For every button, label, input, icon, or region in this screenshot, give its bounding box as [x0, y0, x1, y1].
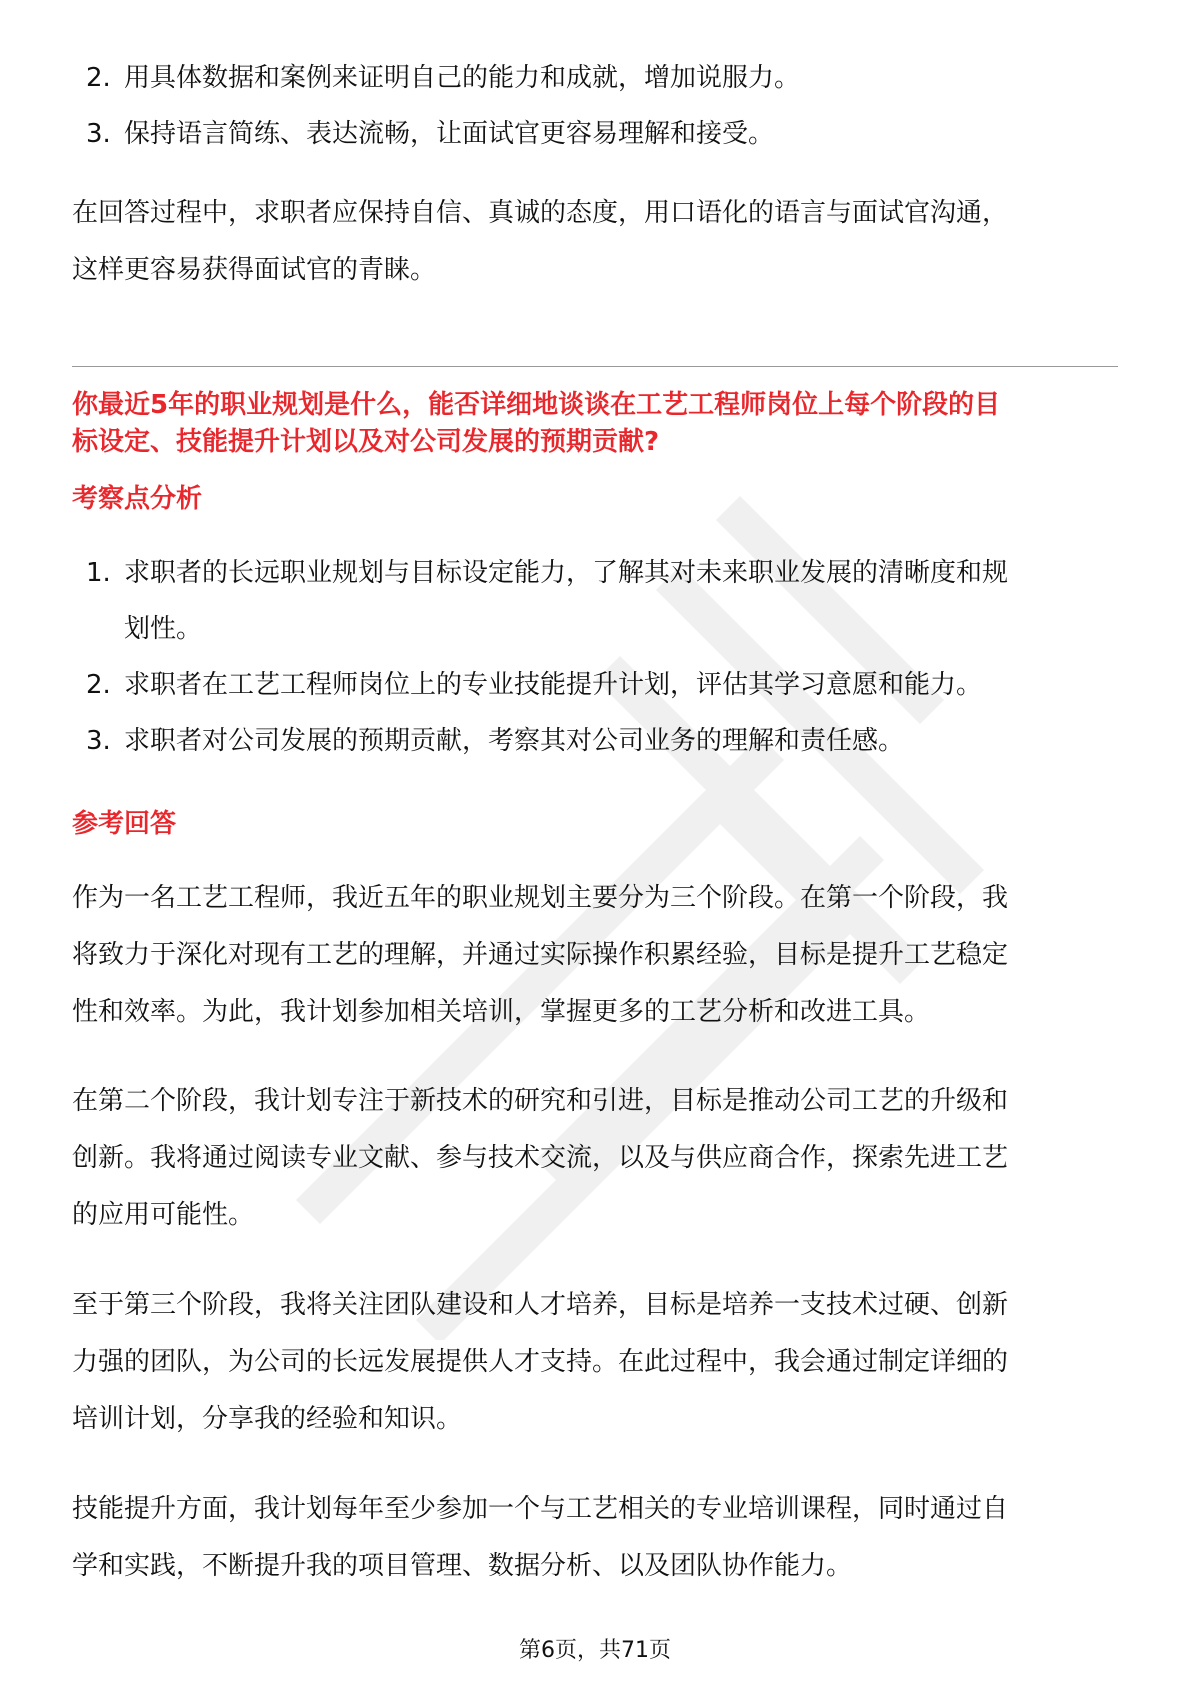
paragraph-line: 创新。我将通过阅读专业文献、参与技术交流，以及与供应商合作，探索先进工艺	[72, 1143, 1009, 1173]
list-text: 求职者对公司发展的预期贡献，考察其对公司业务的理解和责任感。	[124, 726, 905, 756]
list-text: 用具体数据和案例来证明自己的能力和成就，增加说服力。	[124, 63, 801, 93]
paragraph-line: 力强的团队，为公司的长远发展提供人才支持。在此过程中，我会通过制定详细的	[72, 1347, 1009, 1377]
list-number: 2.	[86, 63, 111, 93]
answer-heading: 参考回答	[72, 809, 177, 839]
paragraph-line: 作为一名工艺工程师，我近五年的职业规划主要分为三个阶段。在第一个阶段，我	[72, 883, 1009, 913]
list-item	[72, 657, 1118, 713]
question-line: 标设定、技能提升计划以及对公司发展的预期贡献?	[72, 427, 660, 457]
paragraph-line: 的应用可能性。	[72, 1200, 255, 1230]
analysis-heading: 考察点分析	[72, 484, 203, 514]
paragraph-line: 学和实践，不断提升我的项目管理、数据分析、以及团队协作能力。	[72, 1551, 853, 1581]
list-item	[72, 50, 1118, 106]
list-item	[72, 713, 1118, 769]
list-number: 3.	[86, 726, 111, 756]
list-text: 求职者在工艺工程师岗位上的专业技能提升计划，评估其学习意愿和能力。	[124, 670, 983, 700]
paragraph-line: 将致力于深化对现有工艺的理解，并通过实际操作积累经验，目标是提升工艺稳定	[72, 940, 1009, 970]
paragraph-line: 在回答过程中，求职者应保持自信、真诚的态度，用口语化的语言与面试官沟通，	[72, 198, 1009, 228]
list-text: 求职者的长远职业规划与目标设定能力，了解其对未来职业发展的清晰度和规	[124, 558, 1009, 588]
interview-question	[72, 387, 1118, 461]
paragraph-line: 在第二个阶段，我计划专注于新技术的研究和引进，目标是推动公司工艺的升级和	[72, 1086, 1009, 1116]
summary-paragraph	[72, 185, 1118, 299]
paragraph-line: 至于第三个阶段，我将关注团队建设和人才培养，目标是培养一支技术过硬、创新	[72, 1290, 1009, 1320]
answer-paragraph	[72, 1073, 1118, 1244]
top-numbered-list	[72, 50, 1118, 162]
list-text: 保持语言简练、表达流畅，让面试官更容易理解和接受。	[124, 119, 775, 149]
paragraph-line: 这样更容易获得面试官的青睐。	[72, 255, 437, 285]
list-number: 3.	[86, 119, 111, 149]
paragraph-line: 培训计划，分享我的经验和知识。	[72, 1404, 463, 1434]
list-item	[72, 545, 1118, 657]
paragraph-line: 性和效率。为此，我计划参加相关培训，掌握更多的工艺分析和改进工具。	[72, 997, 931, 1027]
answer-paragraph	[72, 870, 1118, 1041]
answer-paragraph	[72, 1277, 1118, 1448]
page-footer: 第6页，共71页	[519, 1638, 671, 1663]
list-text: 划性。	[124, 614, 203, 644]
section-divider	[72, 366, 1118, 367]
list-number: 1.	[86, 558, 111, 588]
paragraph-line: 技能提升方面，我计划每年至少参加一个与工艺相关的专业培训课程，同时通过自	[72, 1494, 1009, 1524]
question-line: 你最近5年的职业规划是什么，能否详细地谈谈在工艺工程师岗位上每个阶段的目	[72, 390, 1001, 420]
list-item	[72, 106, 1118, 162]
analysis-list	[72, 545, 1118, 769]
list-number: 2.	[86, 670, 111, 700]
answer-paragraph	[72, 1481, 1118, 1595]
